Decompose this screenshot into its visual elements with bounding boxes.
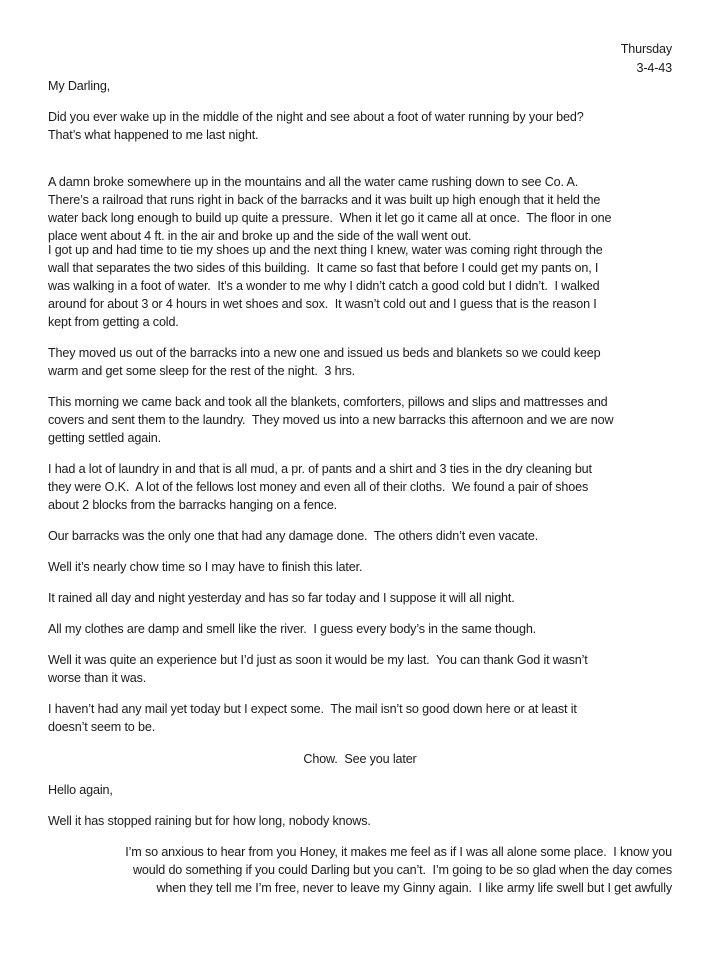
text-line: They moved us out of the barracks into a new one and issued us beds and blankets so we could keep xyxy=(48,346,601,360)
text-line: warm and get some sleep for the rest of the night. 3 hrs. xyxy=(48,364,356,378)
text-line: kept from getting a cold. xyxy=(48,315,179,329)
text-line: Did you ever wake up in the middle of the night and see about a foot of water running by your bed? xyxy=(48,110,584,124)
text-line: worse than it was. xyxy=(48,671,147,685)
text-line: doesn’t seem to be. xyxy=(48,720,156,734)
text-line: All my clothes are damp and smell like the river. I guess every body’s in the same though. xyxy=(48,622,537,636)
text-line: Well it’s nearly chow time so I may have to finish this later. xyxy=(48,560,363,574)
text-line: water back long enough to build up quite a pressure. When it let go it came all at once. The floor in one xyxy=(48,211,612,225)
text-line: Our barracks was the only one that had any damage done. The others didn’t even vacate. xyxy=(48,529,539,543)
text-line: I had a lot of laundry in and that is all mud, a pr. of pants and a shirt and 3 ties in the dry cleaning but xyxy=(48,462,592,476)
text-line: covers and sent them to the laundry. They moved us into a new barracks this afternoon and we are now xyxy=(48,413,614,427)
text-line: There’s a railroad that runs right in back of the barracks and it was built up high enough that it held the xyxy=(48,193,601,207)
letter-day: Thursday xyxy=(620,42,672,56)
text-line: wall that separates the two sides of this building. It came so fast that before I could get my pants on, I xyxy=(48,261,599,275)
text-line: when they tell me I’m free, never to leave my Ginny again. I like army life swell but I get awfully xyxy=(156,881,672,895)
text-line: around for about 3 or 4 hours in wet shoes and sox. It wasn’t cold out and I guess that is the reason I xyxy=(48,297,597,311)
text-line: about 2 blocks from the barracks hanging on a fence. xyxy=(48,498,338,512)
text-line: getting settled again. xyxy=(48,431,161,445)
text-line: That’s what happened to me last night. xyxy=(48,128,259,142)
text-line: was walking in a foot of water. It’s a wonder to me why I didn’t catch a good cold but I didn’t. I walked xyxy=(48,279,600,293)
text-line: This morning we came back and took all the blankets, comforters, pillows and slips and mattresses and xyxy=(48,395,608,409)
text-line: Well it was quite an experience but I’d just as soon it would be my last. You can thank God it wasn’t xyxy=(48,653,588,667)
signoff: Chow. See you later xyxy=(303,752,417,766)
text-line: I got up and had time to tie my shoes up and the next thing I knew, water was coming right through the xyxy=(48,243,603,257)
text-line: would do something if you could Darling but you can’t. I’m going to be so glad when the day comes xyxy=(132,863,672,877)
text-line: It rained all day and night yesterday and has so far today and I suppose it will all night. xyxy=(48,591,515,605)
text-line: they were O.K. A lot of the fellows lost money and even all of their cloths. We found a pair of shoes xyxy=(48,480,589,494)
text-line: A damn broke somewhere up in the mountains and all the water came rushing down to see Co. A. xyxy=(48,175,579,189)
text-line: place went about 4 ft. in the air and broke up and the side of the wall went out. xyxy=(48,229,472,243)
text-line: I’m so anxious to hear from you Honey, it makes me feel as if I was all alone some place. I know you xyxy=(125,845,672,859)
text-line: Well it has stopped raining but for how long, nobody knows. xyxy=(48,814,371,828)
letter-date: 3-4-43 xyxy=(636,61,672,75)
text-line: I haven’t had any mail yet today but I expect some. The mail isn’t so good down here or at least it xyxy=(48,702,577,716)
salutation: My Darling, xyxy=(48,79,111,93)
second-salutation: Hello again, xyxy=(48,783,113,797)
